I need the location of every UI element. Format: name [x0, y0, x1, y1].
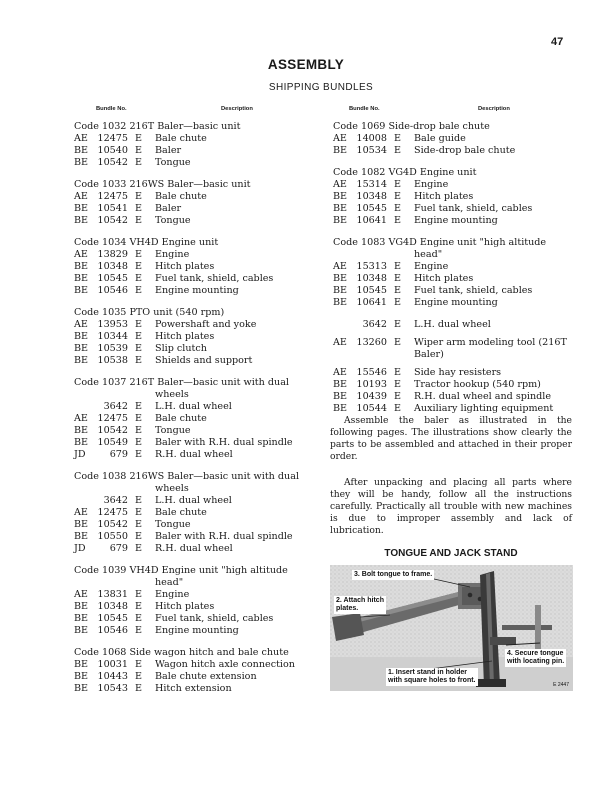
part-row — [74, 425, 324, 437]
callout-bolt-tongue — [352, 570, 434, 580]
part-row — [74, 273, 324, 285]
part-description: Hitch plates — [414, 191, 474, 202]
part-prefix: AE — [74, 413, 88, 424]
part-suffix: E — [134, 355, 142, 366]
part-number: 10540 — [97, 145, 128, 156]
part-description: L.H. dual wheel — [414, 319, 491, 330]
part-suffix: E — [134, 145, 142, 156]
part-number: 10542 — [97, 157, 128, 168]
part-number: 10542 — [97, 519, 128, 530]
part-description: Wagon hitch axle connection — [155, 659, 295, 670]
part-row — [74, 625, 324, 637]
part-number: 10439 — [356, 391, 387, 402]
part-suffix: E — [134, 203, 142, 214]
part-row — [333, 367, 583, 379]
part-prefix: BE — [74, 355, 89, 366]
part-prefix: BE — [74, 625, 89, 636]
part-row — [74, 331, 324, 343]
part-number: 3642 — [362, 319, 387, 330]
part-row — [74, 683, 324, 695]
part-prefix: AE — [74, 589, 88, 600]
section-subtitle: SHIPPING BUNDLES — [268, 82, 374, 93]
part-description: Tongue — [155, 425, 191, 436]
part-description: Auxiliary lighting equipment — [414, 403, 554, 414]
bundle-code: Code 1034 VH4D Engine unit — [74, 237, 219, 248]
part-row — [333, 261, 583, 273]
part-suffix: E — [134, 249, 142, 260]
part-description: Engine — [155, 589, 190, 600]
bundle-group — [74, 121, 324, 169]
bundle-group — [74, 237, 324, 297]
part-suffix: E — [134, 531, 142, 542]
part-number: 10546 — [97, 285, 128, 296]
part-description: Fuel tank, shield, cables — [155, 613, 274, 624]
part-row — [74, 285, 324, 297]
part-prefix: BE — [74, 145, 89, 156]
part-number: 10031 — [97, 659, 128, 670]
part-prefix: AE — [333, 179, 347, 190]
part-description: Tongue — [155, 157, 191, 168]
part-number: 12475 — [97, 507, 128, 518]
part-number: 10542 — [97, 215, 128, 226]
part-prefix: BE — [74, 285, 89, 296]
part-row — [333, 285, 583, 297]
part-description: Fuel tank, shield, cables — [414, 203, 533, 214]
part-number: 10545 — [356, 285, 387, 296]
part-number: 15314 — [356, 179, 387, 190]
part-description: R.H. dual wheel and spindle — [414, 391, 552, 402]
part-number: 10542 — [97, 425, 128, 436]
part-suffix: E — [393, 403, 401, 414]
part-description: Engine — [155, 249, 190, 260]
part-suffix: E — [134, 425, 142, 436]
part-description: Powershaft and yoke — [155, 319, 257, 330]
part-prefix: BE — [333, 391, 348, 402]
page-number: 47 — [551, 36, 564, 48]
part-number: 3642 — [103, 495, 128, 506]
part-number: 13829 — [97, 249, 128, 260]
bundle-code-continued: head" — [155, 577, 184, 588]
part-description: Tongue — [155, 215, 191, 226]
miscellaneous-parts-group — [333, 319, 583, 415]
part-prefix: BE — [333, 273, 348, 284]
part-number: 10538 — [97, 355, 128, 366]
left-bundle-column — [74, 121, 324, 705]
part-suffix: E — [134, 495, 142, 506]
part-description: L.H. dual wheel — [155, 495, 232, 506]
part-number: 15313 — [356, 261, 387, 272]
bundle-group — [333, 167, 583, 227]
page-title: ASSEMBLY — [267, 57, 345, 72]
part-number: 10193 — [356, 379, 387, 390]
part-row — [74, 355, 324, 367]
part-prefix: BE — [74, 157, 89, 168]
part-number: 10539 — [97, 343, 128, 354]
bundle-code: Code 1033 216WS Baler—basic unit — [74, 179, 251, 190]
bundle-group — [74, 179, 324, 227]
part-suffix: E — [393, 337, 401, 348]
part-row — [74, 437, 324, 449]
bundle-code: Code 1082 VG4D Engine unit — [333, 167, 477, 178]
tongue-jack-stand-figure — [330, 565, 573, 691]
part-suffix: E — [134, 133, 142, 144]
part-row — [74, 261, 324, 273]
part-row — [333, 391, 583, 403]
part-suffix: E — [134, 519, 142, 530]
part-number: 10348 — [356, 191, 387, 202]
part-prefix: BE — [74, 425, 89, 436]
part-row — [74, 543, 324, 555]
part-prefix: BE — [333, 403, 348, 414]
callout-attach-hitch — [334, 596, 386, 614]
bundle-code: Code 1083 VG4D Engine unit "high altitude — [333, 237, 547, 248]
part-suffix: E — [134, 683, 142, 694]
part-row — [74, 249, 324, 261]
part-prefix: BE — [74, 601, 89, 612]
callout-secure-tongue-line2: with locating pin. — [507, 658, 565, 665]
bundle-code: Code 1068 Side wagon hitch and bale chute — [74, 647, 289, 658]
part-row — [333, 191, 583, 203]
part-row — [333, 403, 583, 415]
part-row — [74, 531, 324, 543]
part-prefix: BE — [74, 671, 89, 682]
bundle-code-continued: wheels — [155, 389, 189, 400]
bundle-group — [333, 121, 583, 157]
part-suffix: E — [134, 401, 142, 412]
part-number: 12475 — [97, 413, 128, 424]
part-row — [74, 133, 324, 145]
part-suffix: E — [134, 449, 142, 460]
part-suffix: E — [393, 285, 401, 296]
part-prefix: BE — [333, 297, 348, 308]
bundle-code: Code 1037 216T Baler—basic unit with dual — [74, 377, 289, 388]
part-row — [74, 671, 324, 683]
part-description: Tongue — [155, 519, 191, 530]
bundle-group — [333, 237, 583, 309]
part-description: Engine — [414, 179, 449, 190]
part-description: Engine mounting — [414, 297, 498, 308]
part-row — [333, 297, 583, 309]
part-number: 10541 — [97, 203, 128, 214]
part-number: 10348 — [97, 601, 128, 612]
part-number: 3642 — [103, 401, 128, 412]
part-prefix: BE — [74, 331, 89, 342]
part-row — [333, 215, 583, 227]
part-suffix: E — [134, 601, 142, 612]
part-suffix: E — [134, 625, 142, 636]
part-suffix: E — [393, 391, 401, 402]
part-row — [74, 519, 324, 531]
bundle-code-continued: wheels — [155, 483, 189, 494]
assembly-instructions-paragraph: Assemble the baler as illustrated in the following pages. The illustrations show clearly the parts to be assembled and attached in their proper order. — [330, 415, 572, 462]
bundle-group — [74, 647, 324, 695]
part-suffix: E — [134, 589, 142, 600]
part-row — [74, 507, 324, 519]
part-suffix: E — [134, 157, 142, 168]
part-description: Engine — [414, 261, 449, 272]
part-prefix: BE — [333, 145, 348, 156]
part-description: Wiper arm modeling tool (216T — [414, 337, 567, 348]
part-description-continued: Baler) — [414, 349, 444, 360]
part-description: Baler with R.H. dual spindle — [155, 437, 293, 448]
part-number: 10545 — [356, 203, 387, 214]
part-prefix: AE — [74, 319, 88, 330]
part-row — [74, 203, 324, 215]
part-suffix: E — [134, 343, 142, 354]
part-prefix: BE — [333, 215, 348, 226]
part-row — [74, 319, 324, 331]
part-suffix: E — [134, 543, 142, 554]
part-prefix: BE — [74, 203, 89, 214]
part-number: 10543 — [97, 683, 128, 694]
left-description-header: Description — [221, 106, 253, 112]
part-prefix — [74, 495, 90, 507]
part-number: 14008 — [356, 133, 387, 144]
part-prefix: AE — [333, 367, 347, 378]
bundle-group — [74, 565, 324, 637]
part-suffix: E — [393, 215, 401, 226]
callout-attach-hitch-line2: plates. — [336, 605, 359, 612]
part-prefix — [333, 319, 349, 331]
bundle-group — [74, 471, 324, 555]
part-number: 12475 — [97, 133, 128, 144]
part-description: Slip clutch — [155, 343, 207, 354]
part-number: 10641 — [356, 297, 387, 308]
part-row — [74, 401, 324, 413]
part-description: Engine mounting — [155, 285, 239, 296]
part-number: 679 — [109, 449, 128, 460]
part-number: 10549 — [97, 437, 128, 448]
callout-attach-hitch-line1: 2. Attach hitch — [336, 597, 384, 604]
part-number: 13953 — [97, 319, 128, 330]
part-description: Engine mounting — [414, 215, 498, 226]
part-number: 10348 — [356, 273, 387, 284]
part-suffix: E — [393, 379, 401, 390]
part-suffix: E — [134, 507, 142, 518]
part-row — [74, 495, 324, 507]
part-suffix: E — [393, 319, 401, 330]
part-description: Fuel tank, shield, cables — [414, 285, 533, 296]
part-suffix: E — [393, 203, 401, 214]
part-row — [333, 145, 583, 157]
part-row — [74, 659, 324, 671]
right-bundle-header: Bundle No. — [349, 106, 380, 112]
part-prefix: AE — [333, 133, 347, 144]
part-row — [74, 157, 324, 169]
part-prefix: BE — [333, 203, 348, 214]
bundle-code: Code 1032 216T Baler—basic unit — [74, 121, 241, 132]
part-prefix: AE — [74, 249, 88, 260]
part-number: 13260 — [356, 337, 387, 348]
part-suffix: E — [393, 273, 401, 284]
part-suffix: E — [134, 285, 142, 296]
part-description: Bale guide — [414, 133, 466, 144]
part-number: 10348 — [97, 261, 128, 272]
part-description: R.H. dual wheel — [155, 543, 233, 554]
part-row — [74, 215, 324, 227]
part-number: 10545 — [97, 273, 128, 284]
part-description: Engine mounting — [155, 625, 239, 636]
part-number: 10544 — [356, 403, 387, 414]
part-suffix: E — [134, 273, 142, 284]
bundle-code: Code 1039 VH4D Engine unit "high altitude — [74, 565, 288, 576]
right-description-header: Description — [478, 106, 510, 112]
part-suffix: E — [393, 261, 401, 272]
part-prefix: BE — [74, 683, 89, 694]
part-row — [74, 589, 324, 601]
part-number: 10443 — [97, 671, 128, 682]
part-description: Hitch plates — [155, 601, 215, 612]
part-number: 679 — [109, 543, 128, 554]
part-description: Baler with R.H. dual spindle — [155, 531, 293, 542]
figure-title: TONGUE AND JACK STAND — [384, 548, 518, 559]
bundle-group — [74, 377, 324, 461]
part-description: Bale chute — [155, 133, 207, 144]
part-row — [74, 613, 324, 625]
callout-insert-stand-line1: 1. Insert stand in holder — [388, 669, 467, 676]
part-prefix: BE — [74, 437, 89, 448]
callout-insert-stand-line2: with square holes to front. — [388, 677, 476, 684]
part-description: Bale chute — [155, 507, 207, 518]
part-number: 10545 — [97, 613, 128, 624]
part-description: Baler — [155, 203, 182, 214]
part-suffix: E — [393, 191, 401, 202]
part-prefix: AE — [333, 337, 347, 348]
part-suffix: E — [393, 145, 401, 156]
part-suffix: E — [134, 613, 142, 624]
part-description: Hitch plates — [155, 331, 215, 342]
bundle-code: Code 1038 216WS Baler—basic unit with dual — [74, 471, 300, 482]
unpacking-instructions-paragraph: After unpacking and placing all parts where they will be handy, follow all the instructions carefully. Practically all trouble with new machines is due to improper assembly and lack of lubrication. — [330, 477, 572, 536]
part-suffix: E — [393, 367, 401, 378]
callout-insert-stand — [386, 668, 478, 686]
part-prefix: BE — [74, 659, 89, 670]
part-prefix: BE — [74, 215, 89, 226]
part-description: Bale chute — [155, 413, 207, 424]
part-number: 10550 — [97, 531, 128, 542]
part-description: Fuel tank, shield, cables — [155, 273, 274, 284]
part-description: Tractor hookup (540 rpm) — [414, 379, 541, 390]
part-row — [333, 337, 583, 349]
part-description: Hitch plates — [155, 261, 215, 272]
part-description: Shields and support — [155, 355, 253, 366]
part-prefix: BE — [333, 191, 348, 202]
part-suffix: E — [393, 179, 401, 190]
bundle-code: Code 1069 Side-drop bale chute — [333, 121, 490, 132]
part-prefix: BE — [74, 613, 89, 624]
part-description: Side hay resisters — [414, 367, 502, 378]
part-row — [74, 343, 324, 355]
part-row — [333, 379, 583, 391]
bundle-code: Code 1035 PTO unit (540 rpm) — [74, 307, 225, 318]
part-suffix: E — [393, 133, 401, 144]
part-prefix: BE — [74, 531, 89, 542]
part-row — [333, 179, 583, 191]
part-description: Bale chute — [155, 191, 207, 202]
part-row — [74, 413, 324, 425]
part-prefix: BE — [74, 343, 89, 354]
part-number: 13831 — [97, 589, 128, 600]
part-number: 10641 — [356, 215, 387, 226]
part-prefix: AE — [74, 507, 88, 518]
part-number: 10534 — [356, 145, 387, 156]
part-row — [74, 145, 324, 157]
part-row — [333, 273, 583, 285]
part-prefix: BE — [74, 273, 89, 284]
part-prefix: BE — [74, 261, 89, 272]
part-suffix: E — [134, 319, 142, 330]
part-row — [333, 203, 583, 215]
part-row — [333, 319, 583, 331]
callout-secure-tongue — [505, 649, 566, 667]
part-prefix: BE — [74, 519, 89, 530]
part-prefix: JD — [74, 543, 86, 554]
callout-bolt-tongue-text: 3. Bolt tongue to frame. — [354, 571, 433, 578]
part-suffix: E — [134, 671, 142, 682]
part-row — [74, 191, 324, 203]
part-prefix: BE — [333, 379, 348, 390]
bundle-group — [74, 307, 324, 367]
part-description: R.H. dual wheel — [155, 449, 233, 460]
left-bundle-header: Bundle No. — [96, 106, 127, 112]
part-suffix: E — [134, 437, 142, 448]
part-description: Hitch plates — [414, 273, 474, 284]
part-suffix: E — [134, 659, 142, 670]
part-suffix: E — [134, 191, 142, 202]
part-suffix: E — [134, 331, 142, 342]
part-prefix: AE — [333, 261, 347, 272]
part-row — [333, 133, 583, 145]
callout-secure-tongue-line1: 4. Secure tongue — [507, 650, 564, 657]
part-description: Baler — [155, 145, 182, 156]
part-suffix: E — [134, 413, 142, 424]
bundle-code-continued: head" — [414, 249, 443, 260]
part-suffix: E — [393, 297, 401, 308]
part-prefix: AE — [74, 191, 88, 202]
part-number: 15546 — [356, 367, 387, 378]
part-description: Side-drop bale chute — [414, 145, 516, 156]
part-row — [74, 601, 324, 613]
right-bundle-column — [333, 121, 583, 425]
part-description: Hitch extension — [155, 683, 232, 694]
part-number: 12475 — [97, 191, 128, 202]
part-suffix: E — [134, 215, 142, 226]
part-description: L.H. dual wheel — [155, 401, 232, 412]
part-row — [74, 449, 324, 461]
part-prefix: JD — [74, 449, 86, 460]
part-prefix: BE — [333, 285, 348, 296]
part-description: Bale chute extension — [155, 671, 257, 682]
figure-id: E 2447 — [553, 682, 569, 688]
part-prefix — [74, 401, 90, 413]
part-number: 10546 — [97, 625, 128, 636]
part-prefix: AE — [74, 133, 88, 144]
part-suffix: E — [134, 261, 142, 272]
part-number: 10344 — [97, 331, 128, 342]
